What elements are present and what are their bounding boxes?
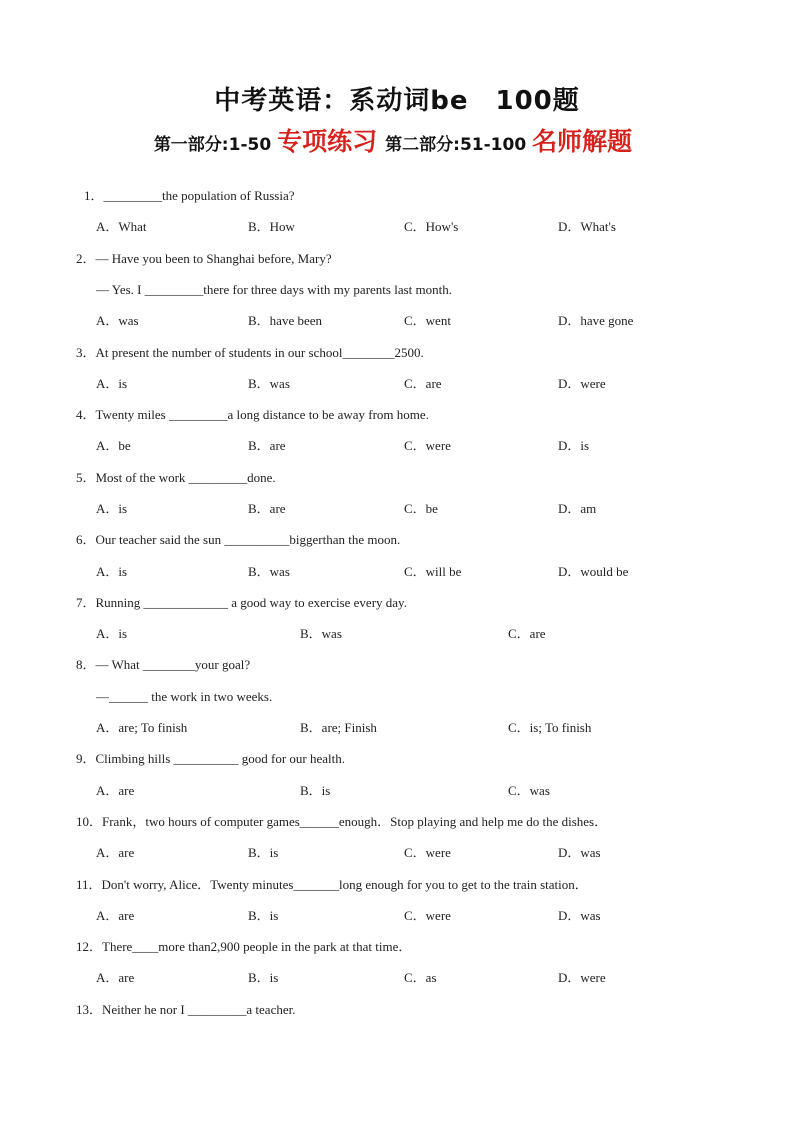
answer-option: A．is	[96, 376, 128, 391]
answer-option: A．are	[96, 908, 135, 923]
part2-tag: 名师解题	[532, 127, 633, 156]
answer-option: D．was	[558, 908, 601, 923]
answer-option: C．is; To finish	[508, 720, 592, 735]
question-stem: 1．_________the population of Russia?	[84, 188, 295, 203]
question-stem: 4．Twenty miles _________a long distance to be away from home.	[76, 407, 429, 422]
answer-option: C．will be	[404, 564, 462, 579]
question-stem: 10．Frank，two hours of computer games______enough．Stop playing and help me do the dishes．	[76, 814, 608, 829]
question-stem: 12．There____more than2,900 people in the park at that time．	[76, 939, 412, 954]
part1-label: 第一部分:1-50	[153, 135, 272, 155]
answer-option: A．are	[96, 970, 135, 985]
answer-option: B．was	[248, 376, 290, 391]
question-stem: 11．Don't worry, Alice．Twenty minutes_______long enough for you to get to the train station．	[76, 877, 588, 892]
answer-option: B．are; Finish	[300, 720, 377, 735]
answer-option: B．was	[248, 564, 290, 579]
answer-option: B．How	[248, 219, 295, 234]
answer-option: D．am	[558, 501, 597, 516]
answer-option: B．was	[300, 626, 342, 641]
answer-option: C．were	[404, 908, 451, 923]
answer-option: D．is	[558, 438, 590, 453]
part1-tag: 专项练习	[277, 127, 378, 156]
part2-label: 第二部分:51-100	[385, 135, 527, 155]
answer-option: D．were	[558, 970, 606, 985]
answer-option: D．would be	[558, 564, 629, 579]
document-title: 中考英语：系动词be 100题	[214, 86, 580, 116]
question-stem: 7．Running _____________ a good way to exercise every day.	[76, 595, 407, 610]
question-stem: 6．Our teacher said the sun __________biggerthan the moon.	[76, 532, 401, 547]
question-stem: 5．Most of the work _________done.	[76, 470, 276, 485]
question-stem: 8．— What ________your goal?	[76, 657, 251, 672]
answer-option: A．is	[96, 564, 128, 579]
answer-option: C．be	[404, 501, 438, 516]
answer-option: C．went	[404, 313, 451, 328]
question-dialogue-line: —______ the work in two weeks.	[96, 689, 273, 704]
question-stem: 9．Climbing hills __________ good for our health.	[76, 751, 346, 766]
answer-option: A．are; To finish	[96, 720, 188, 735]
question-stem: 3．At present the number of students in our school________2500.	[76, 345, 424, 360]
answer-option: A．was	[96, 313, 139, 328]
answer-option: B．is	[248, 845, 279, 860]
answer-option: C．are	[404, 376, 442, 391]
answer-option: C．How's	[404, 219, 459, 234]
document-subtitle	[0, 122, 794, 158]
answer-option: D．was	[558, 845, 601, 860]
answer-option: B．have been	[248, 313, 323, 328]
answer-option: B．is	[300, 783, 331, 798]
answer-option: C．as	[404, 970, 437, 985]
answer-option: D．were	[558, 376, 606, 391]
answer-option: A．is	[96, 501, 128, 516]
question-stem: 2．— Have you been to Shanghai before, Mary?	[76, 251, 332, 266]
answer-option: A．What	[96, 219, 147, 234]
answer-option: B．are	[248, 438, 286, 453]
answer-option: C．was	[508, 783, 550, 798]
answer-option: A．is	[96, 626, 128, 641]
question-dialogue-line: — Yes. I _________there for three days with my parents last month.	[96, 282, 453, 297]
answer-option: D．have gone	[558, 313, 634, 328]
answer-option: D．What's	[558, 219, 616, 234]
answer-option: B．is	[248, 908, 279, 923]
answer-option: C．were	[404, 438, 451, 453]
answer-option: C．are	[508, 626, 546, 641]
question-stem: 13．Neither he nor I _________a teacher.	[76, 1002, 296, 1017]
answer-option: A．are	[96, 845, 135, 860]
answer-option: A．be	[96, 438, 131, 453]
answer-option: C．were	[404, 845, 451, 860]
answer-option: B．are	[248, 501, 286, 516]
answer-option: B．is	[248, 970, 279, 985]
answer-option: A．are	[96, 783, 135, 798]
